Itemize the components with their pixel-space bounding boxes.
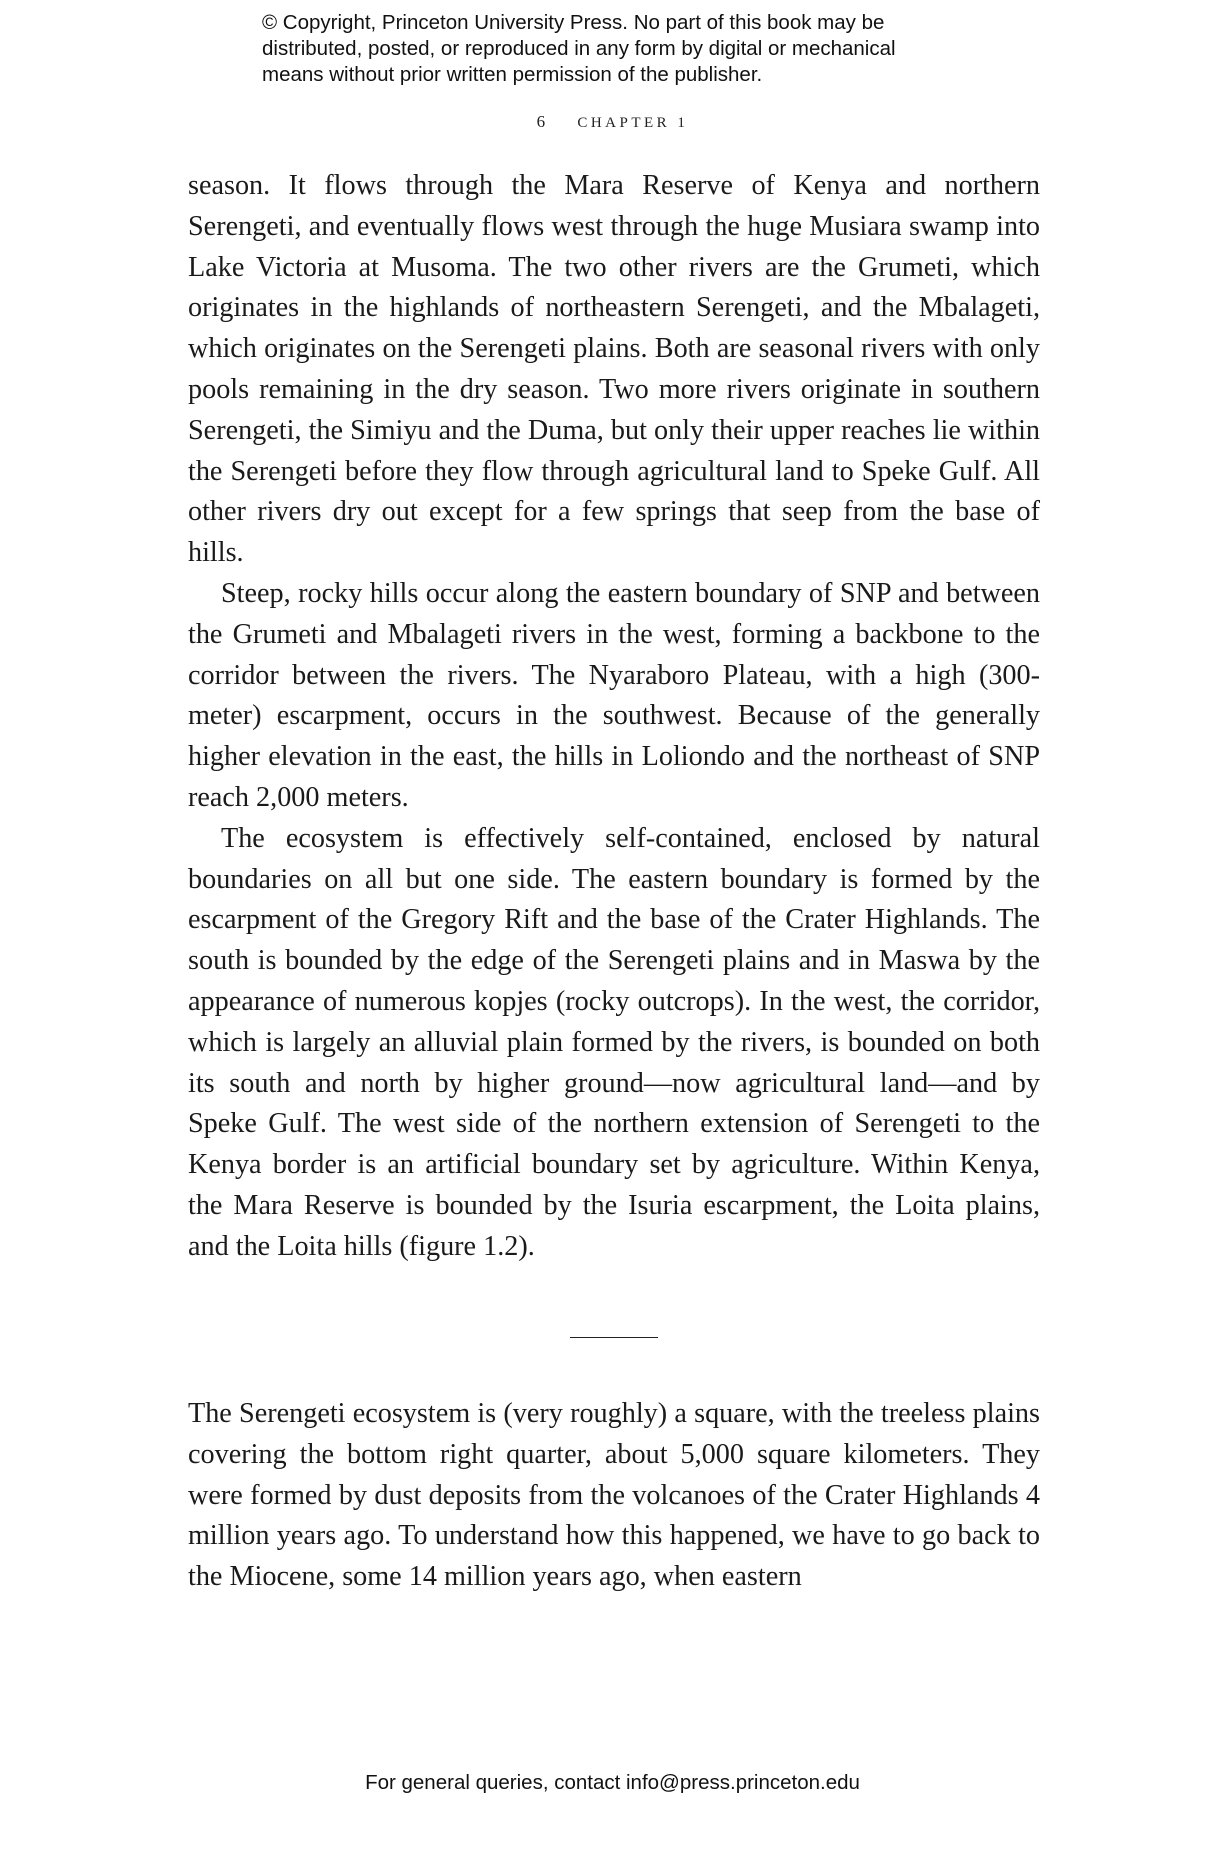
paragraph-1: season. It flows through the Mara Reserve of Kenya and northern Serengeti, and eventually flows west through the huge Musiara swamp into Lake Victoria at Musoma. The two other rivers are the Grumeti, which originates in the highlands of northeastern Serengeti, and the Mbalageti, which originates on the Serengeti plains. Both are seasonal rivers with only pools remaining in the dry season. Two more rivers originate in southern Serengeti, the Simiyu and the Duma, but only their upper reaches lie within the Serengeti before they flow through agricultural land to Speke Gulf. All other rivers dry out except for a few springs that seep from the base of hills.	[188, 170, 1040, 569]
copyright-notice	[262, 10, 1022, 88]
section-divider	[570, 1337, 658, 1338]
copyright-line-3: means without prior written permission of the publisher.	[262, 63, 763, 86]
copyright-line-1: © Copyright, Princeton University Press. No part of this book may be	[262, 11, 885, 34]
running-head	[0, 112, 1225, 132]
page-number: 6	[536, 112, 549, 131]
chapter-label: CHAPTER 1	[577, 115, 689, 131]
copyright-line-2: distributed, posted, or reproduced in any form by digital or mechanical	[262, 37, 896, 60]
body-text-section-2	[188, 1394, 1040, 1598]
footer-contact: For general queries, contact info@press.princeton.edu	[365, 1771, 860, 1794]
paragraph-4: The Serengeti ecosystem is (very roughly) a square, with the treeless plains covering the bottom right quarter, about 5,000 square kilometers. They were formed by dust deposits from the volcanoes of the Crater Highlands 4 million years ago. To understand how this happened, we have to go back to the Miocene, some 14 million years ago, when eastern	[188, 1398, 1040, 1593]
paragraph-2: Steep, rocky hills occur along the eastern boundary of SNP and between the Grumeti and Mbalageti rivers in the west, forming a backbone to the corridor between the rivers. The Nyaraboro Plateau, with a high (300-meter) escarpment, occurs in the southwest. Because of the generally higher elevation in the east, the hills in Loliondo and the northeast of SNP reach 2,000 meters.	[188, 577, 1040, 813]
body-text-section-1	[188, 166, 1040, 1268]
paragraph-3: The ecosystem is effectively self-contained, enclosed by natural boundaries on all but one side. The eastern boundary is formed by the escarpment of the Gregory Rift and the base of the Crater Highlands. The south is bounded by the edge of the Serengeti plains and in Maswa by the appearance of numerous kopjes (rocky outcrops). In the west, the corridor, which is largely an alluvial plain formed by the rivers, is bounded on both its south and north by higher ground—now agricultural land—and by Speke Gulf. The west side of the northern extension of Serengeti to the Kenya border is an artificial boundary set by agriculture. Within Kenya, the Mara Reserve is bounded by the Isuria escarpment, the Loita plains, and the Loita hills (figure 1.2).	[188, 822, 1040, 1262]
